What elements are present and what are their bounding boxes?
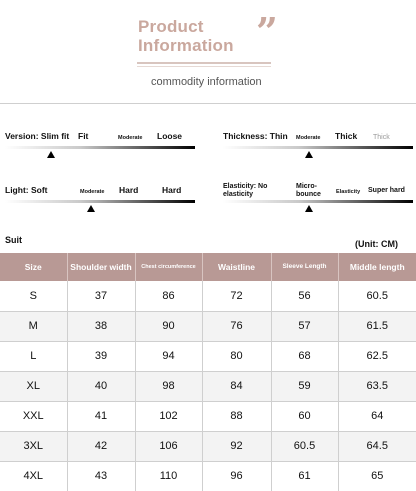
table-cell: 4XL — [0, 461, 67, 491]
property-label-main: Light: Soft — [5, 185, 48, 195]
table-cell: 61.5 — [338, 311, 416, 341]
table-row — [0, 401, 416, 431]
table-body — [0, 281, 416, 491]
quote-mark-icon: ” — [256, 9, 278, 54]
table-cell: 94 — [135, 341, 202, 371]
table-cell: 65 — [338, 461, 416, 491]
property-scale-bar — [5, 200, 195, 203]
table-cell: 60.5 — [271, 431, 338, 461]
section-divider — [0, 103, 416, 104]
header-chest-circumference: Chest circumference — [135, 253, 202, 281]
property-label-loose: Loose — [157, 131, 183, 141]
property-label-main: Elasticity: No elasticity — [223, 183, 268, 198]
property-label-moderate: Moderate — [296, 135, 321, 141]
table-cell: 68 — [271, 341, 338, 371]
title-underline-thin — [137, 66, 271, 67]
table-cell: 110 — [135, 461, 202, 491]
title-line-1: Product — [138, 17, 204, 36]
table-cell: 80 — [202, 341, 271, 371]
table-cell: 90 — [135, 311, 202, 341]
property-scale-bar — [5, 146, 195, 149]
property-marker-icon — [305, 205, 313, 212]
property-elasticity — [223, 183, 413, 217]
table-cell: 59 — [271, 371, 338, 401]
property-label-moderate: Moderate — [118, 135, 143, 141]
property-light — [5, 185, 195, 219]
table-cell: 3XL — [0, 431, 67, 461]
table-cell: 106 — [135, 431, 202, 461]
table-cell: 62.5 — [338, 341, 416, 371]
table-cell: 72 — [202, 281, 271, 311]
property-label-main: Version: Slim fit — [5, 131, 70, 141]
property-marker-icon — [87, 205, 95, 212]
header-size: Size — [0, 253, 67, 281]
header-shoulder-width: Shoulder width — [67, 253, 135, 281]
table-cell: 57 — [271, 311, 338, 341]
table-cell: 86 — [135, 281, 202, 311]
property-label-main: Thickness: Thin — [223, 131, 288, 141]
table-row — [0, 371, 416, 401]
product-info-title — [138, 17, 234, 55]
table-cell: 88 — [202, 401, 271, 431]
property-label-hard: Hard — [119, 185, 139, 195]
table-cell: 61 — [271, 461, 338, 491]
header-middle-length: Middle length — [338, 253, 416, 281]
product-info-header — [0, 0, 416, 112]
property-thickness — [223, 131, 413, 165]
table-cell: 84 — [202, 371, 271, 401]
table-cell: 76 — [202, 311, 271, 341]
property-scale-bar — [223, 146, 413, 149]
property-label-super-hard: Super hard — [368, 187, 405, 194]
title-line-2: Information — [138, 36, 234, 55]
table-cell: 63.5 — [338, 371, 416, 401]
table-cell: S — [0, 281, 67, 311]
property-label-micro-bounce: Micro-bounce — [296, 183, 321, 198]
table-cell: XL — [0, 371, 67, 401]
property-marker-icon — [47, 151, 55, 158]
table-cell: 64.5 — [338, 431, 416, 461]
table-cell: 102 — [135, 401, 202, 431]
table-cell: 60 — [271, 401, 338, 431]
table-cell: 37 — [67, 281, 135, 311]
header-sleeve-length: Sleeve Length — [271, 253, 338, 281]
property-label-thick-light: Thick — [373, 134, 390, 141]
subtitle: commodity information — [151, 76, 262, 88]
table-cell: 64 — [338, 401, 416, 431]
property-label-elasticity: Elasticity — [336, 189, 361, 195]
table-cell: 41 — [67, 401, 135, 431]
table-row — [0, 461, 416, 491]
table-row — [0, 281, 416, 311]
table-cell: 38 — [67, 311, 135, 341]
property-label-hard-2: Hard — [162, 185, 182, 195]
table-cell: 39 — [67, 341, 135, 371]
size-chart-table — [0, 253, 416, 491]
table-row — [0, 311, 416, 341]
table-cell: XXL — [0, 401, 67, 431]
table-cell: M — [0, 311, 67, 341]
table-cell: 42 — [67, 431, 135, 461]
property-marker-icon — [305, 151, 313, 158]
property-label-thick: Thick — [335, 131, 358, 141]
property-version — [5, 131, 195, 165]
table-cell: 98 — [135, 371, 202, 401]
unit-label: (Unit: CM) — [355, 239, 398, 249]
table-cell: 92 — [202, 431, 271, 461]
property-scale-bar — [223, 200, 413, 203]
table-cell: 96 — [202, 461, 271, 491]
title-underline — [137, 62, 271, 64]
table-row — [0, 431, 416, 461]
property-label-fit: Fit — [78, 131, 89, 141]
header-waistline: Waistline — [202, 253, 271, 281]
table-cell: 56 — [271, 281, 338, 311]
table-row — [0, 341, 416, 371]
table-cell: L — [0, 341, 67, 371]
table-cell: 43 — [67, 461, 135, 491]
property-label-moderate: Moderate — [80, 189, 105, 195]
suit-label: Suit — [5, 235, 22, 245]
table-header-row — [0, 253, 416, 281]
table-cell: 40 — [67, 371, 135, 401]
table-cell: 60.5 — [338, 281, 416, 311]
